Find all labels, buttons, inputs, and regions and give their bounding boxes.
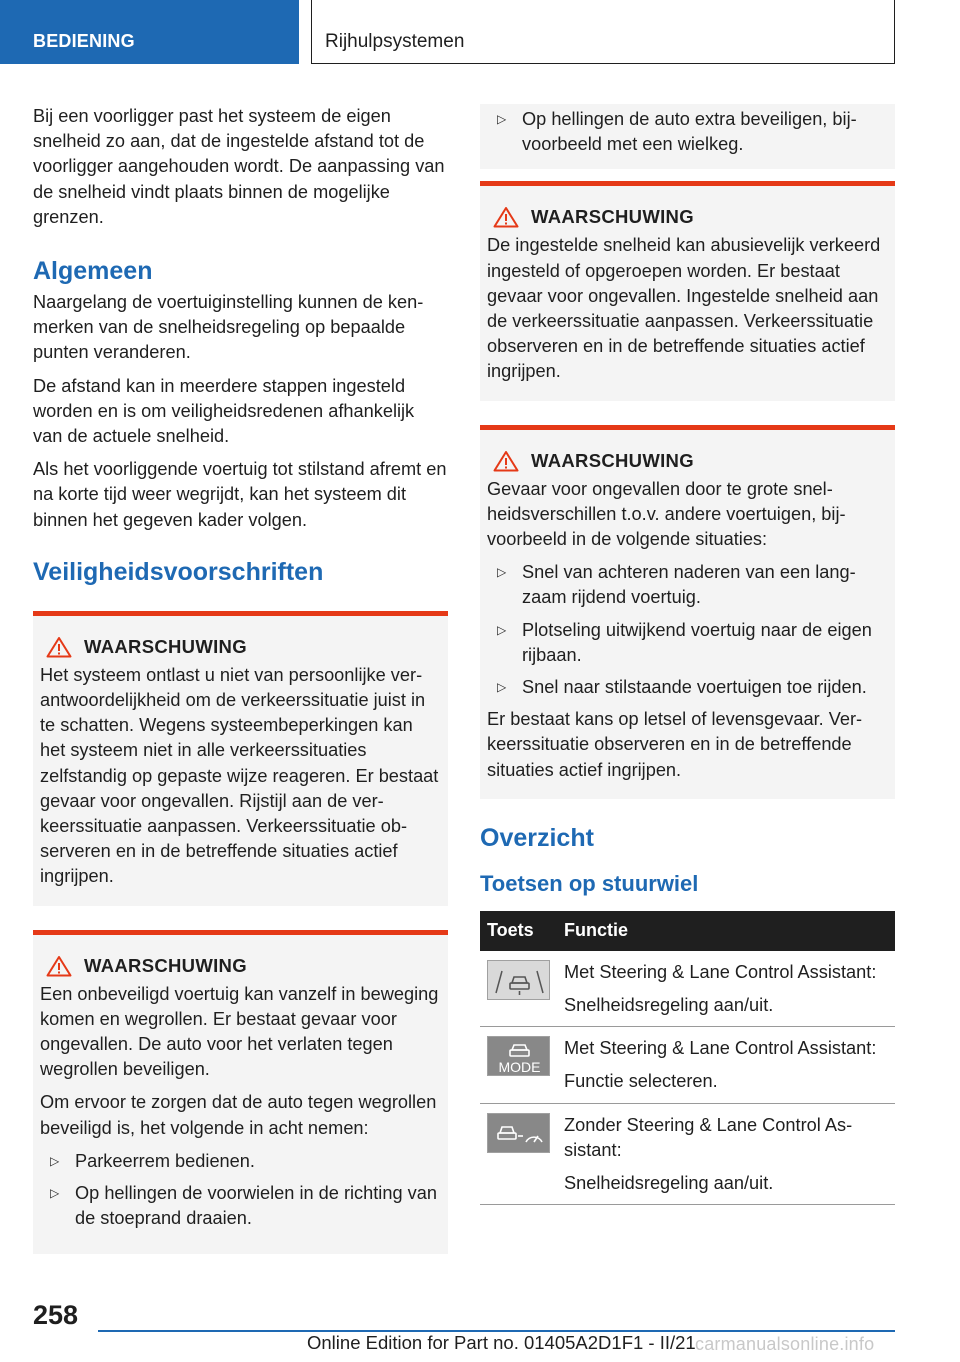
buttons-table [480,911,895,1205]
list-item: ▷ Parkeerrem bedienen. [40,1149,441,1174]
warning-box-4 [480,425,895,799]
steering-assist-button-icon [487,960,550,1000]
list-item: ▷ Snel naar stilstaande voertuigen toe rijden. [487,675,888,700]
triangle-bullet-icon: ▷ [497,112,507,126]
warning-box-2 [33,930,448,1254]
column-header-toets: Toets [480,911,557,951]
continued-list-box [480,104,895,169]
mode-button-icon [487,1036,550,1076]
warning-text-2: Er bestaat kans op letsel of levensgevaar. Verkeerssituatie observeren en in de betreffende situaties actief ingrijpen. [487,709,863,780]
warning-triangle-icon [493,206,519,228]
warning-triangle-icon [46,955,72,977]
warning-triangle-icon [493,450,519,472]
list-item: ▷ Plotseling uitwijkend voertuig naar de eigen rijbaan. [497,619,872,665]
cruise-control-button-icon [487,1113,550,1153]
warning-list [40,1149,441,1232]
list-item: ▷ Op hellingen de auto extra beveiligen, bijvoorbeeld met een wielkeg. [497,109,857,155]
warning-list [487,560,888,700]
warning-text-1: Gevaar voor ongevallen door te grote snelheidsverschillen t.o.v. andere voertuigen, bijvoorbeeld in de volgende situaties: [487,478,846,550]
algemeen-paragraph-1: Naargelang de voertuiginstelling kunnen de kenmerken van de snelheidsregeling op bepaalde punten veranderen. [33,292,424,363]
warning-triangle-icon [46,636,72,658]
triangle-bullet-icon: ▷ [50,1153,60,1168]
warning-text-2: Om ervoor te zorgen dat de auto tegen wegrollen beveiligd is, het volgende in acht nemen: [40,1092,437,1138]
section-label: BEDIENING [0,0,299,64]
intro-paragraph: Bij een voorligger past het systeem de eigen snelheid zo aan, dat de ingestelde afstand tot de voorligger aangehouden wordt. De aanpassing van de snelheid vindt plaats binnen de mogelijke grenzen. [33,106,445,227]
warning-text-1: Een onbeveiligd voertuig kan vanzelf in beweging komen en wegrollen. Er bestaat gevaar voor ongevallen. De auto voor het verlaten tegen wegrollen beveiligen. [40,983,439,1080]
warning-title: WAARSCHUWING [531,206,694,228]
watermark-text: carmanualsonline.info [695,1334,875,1354]
triangle-bullet-icon: ▷ [497,565,507,580]
list-item: ▷ Op hellingen de voorwielen in de richting van de stoeprand draaien. [50,1183,437,1229]
triangle-bullet-icon: ▷ [497,680,507,695]
warning-box-1 [33,611,448,906]
column-header-functie: Functie [557,911,895,951]
list-item: ▷ Snel van achteren naderen van een langzaam rijdend voertuig. [497,562,856,608]
right-column [480,104,895,1205]
page-number: 258 [33,1300,79,1330]
footer-edition: Online Edition for Part no. 01405A2D1F1 - II/21 [307,1332,696,1353]
function-line-1: Met Steering & Lane Control Assistant: [564,961,877,982]
function-line-2: Snelheidsregeling aan/uit. [564,1173,774,1194]
table-row [480,951,895,1027]
warning-box-3 [480,181,895,400]
warning-text: Het systeem ontlast u niet van persoonlijke verantwoordelijkheid om de verkeerssituatie juist in te schatten. Wegens systeembeperkingen kan het systeem niet in alle verkeerssituaties zelfstandig op gepaste wijze reageren. Er bestaat gevaar voor ongevallen. Rijstijl aan de verkeerssituatie aanpassen. Verkeerssituatie observeren en in de betreffende situaties actief ingrijpen. [40,664,439,887]
triangle-bullet-icon: ▷ [50,1186,60,1201]
chapter-title: Rijhulpsystemen [311,0,895,64]
table-header-row [480,911,895,951]
triangle-bullet-icon: ▷ [497,622,507,637]
warning-text: De ingestelde snelheid kan abusievelijk verkeerd ingesteld of opgeroepen worden. Er bestaat gevaar voor ongevallen. Ingestelde snelheid aan de verkeerssituatie aanpassen. Verkeerssituatie observeren en in de betreffende situaties actief ingrijpen. [487,235,881,382]
heading-overzicht: Overzicht [480,823,594,852]
table-row [480,1027,895,1103]
heading-algemeen: Algemeen [33,257,153,286]
heading-veiligheidsvoorschriften: Veiligheidsvoorschriften [33,557,324,586]
algemeen-paragraph-3: Als het voorliggende voertuig tot stilstand afremt en na korte tijd weer wegrijdt, kan het systeem dit binnen het gegeven kader volgen. [33,459,447,530]
warning-title: WAARSCHUWING [84,954,247,976]
function-line-1: Met Steering & Lane Control Assistant: [564,1038,877,1059]
function-line-2: Functie selecteren. [564,1071,718,1092]
table-row [480,1103,895,1205]
warning-title: WAARSCHUWING [531,449,694,471]
heading-toetsen-op-stuurwiel: Toetsen op stuurwiel [480,870,699,896]
function-line-2: Snelheidsregeling aan/uit. [564,995,774,1016]
algemeen-paragraph-2: De afstand kan in meerdere stappen ingesteld worden en is om veiligheidsredenen afhankelijk van de actuele snelheid. [33,375,415,447]
mode-label: MODE [498,1059,541,1076]
function-line-1: Zonder Steering & Lane Control Assistant: [564,1114,853,1160]
warning-title: WAARSCHUWING [84,635,247,657]
page-header [0,0,960,66]
left-column [33,104,448,1254]
